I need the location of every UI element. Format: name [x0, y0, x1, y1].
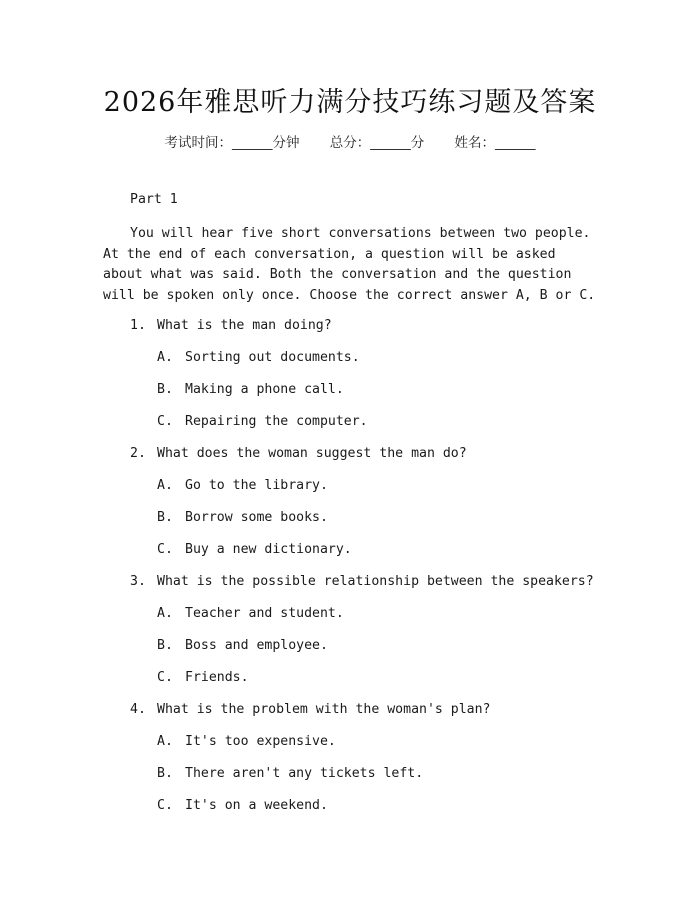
option-letter: B. — [157, 638, 173, 653]
option-text: It's on a weekend. — [185, 798, 328, 813]
option-text: Repairing the computer. — [185, 414, 368, 429]
option-letter: B. — [157, 766, 173, 781]
name-label: 姓名： — [454, 135, 496, 151]
total-score-blank: ______ — [370, 135, 411, 151]
question-text: What does the woman suggest the man do? — [157, 446, 467, 461]
option-letter: B. — [157, 510, 173, 525]
question-text: What is the possible relationship between the speakers? — [157, 574, 594, 589]
option-text: Borrow some books. — [185, 510, 328, 525]
question-number: 1. — [130, 318, 146, 333]
option-item — [157, 734, 336, 749]
option-text: Buy a new dictionary. — [185, 542, 352, 557]
question-item — [130, 574, 594, 589]
question-number: 2. — [130, 446, 146, 461]
question-item — [130, 702, 490, 717]
question-number: 4. — [130, 702, 146, 717]
exam-time-unit: 分钟 — [272, 135, 300, 151]
question-text: What is the man doing? — [157, 318, 332, 333]
total-score-unit: 分 — [410, 135, 425, 151]
option-letter: C. — [157, 414, 173, 429]
option-item — [157, 766, 423, 781]
option-text: Teacher and student. — [185, 606, 344, 621]
name-blank: ______ — [495, 135, 536, 151]
exam-time-blank: ______ — [231, 135, 273, 151]
option-letter: C. — [157, 542, 173, 557]
option-item — [157, 606, 344, 621]
instructions-paragraph: You will hear five short conversations between two people. At the end of each conversation, a question will be asked about what was said. Both the conversation and the question will be spoken only once. Choose the correct answer A, B or C. — [103, 226, 596, 303]
option-item — [157, 350, 360, 365]
exam-time-label: 考试时间： — [164, 135, 232, 151]
question-number: 3. — [130, 574, 146, 589]
option-letter: A. — [157, 734, 173, 749]
option-item — [157, 798, 328, 813]
option-item — [157, 670, 249, 685]
question-item — [130, 446, 467, 461]
option-item — [157, 382, 344, 397]
question-item — [130, 318, 332, 333]
option-item — [157, 542, 352, 557]
option-letter: C. — [157, 798, 173, 813]
document-title: 2026年雅思听力满分技巧练习题及答案 — [103, 87, 597, 118]
option-text: Go to the library. — [185, 478, 328, 493]
option-letter: C. — [157, 670, 173, 685]
option-item — [157, 478, 328, 493]
part-heading: Part 1 — [130, 192, 178, 207]
option-item — [157, 510, 328, 525]
option-text: Friends. — [185, 670, 249, 685]
total-score-label: 总分： — [329, 135, 371, 151]
option-text: Boss and employee. — [185, 638, 328, 653]
option-letter: A. — [157, 606, 173, 621]
option-item — [157, 414, 368, 429]
exam-info-line — [0, 131, 700, 151]
exam-time-field — [164, 131, 299, 151]
option-text: There aren't any tickets left. — [185, 766, 424, 781]
option-text: It's too expensive. — [185, 734, 336, 749]
option-letter: A. — [157, 350, 173, 365]
option-letter: B. — [157, 382, 173, 397]
total-score-field — [330, 131, 425, 151]
question-text: What is the problem with the woman's plan? — [157, 702, 491, 717]
option-item — [157, 638, 328, 653]
option-text: Making a phone call. — [185, 382, 344, 397]
name-field — [455, 131, 536, 151]
option-letter: A. — [157, 478, 173, 493]
option-text: Sorting out documents. — [185, 350, 360, 365]
